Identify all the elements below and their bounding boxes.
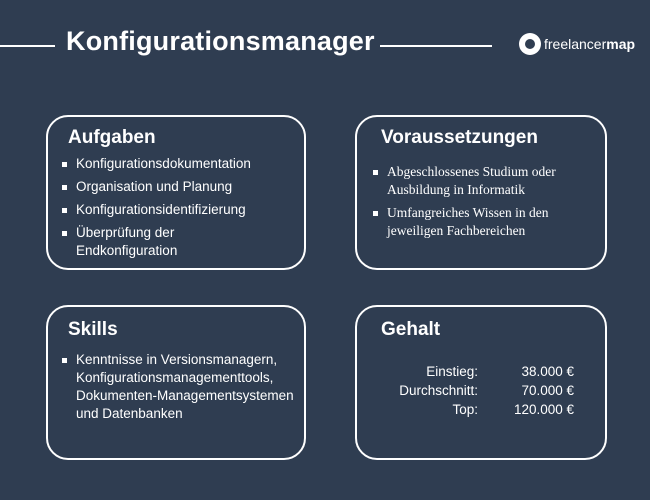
skills-item: Kenntnisse in Versionsmanagern, Konfigurationsmanagementtools, Dokumenten-Managementsystemen und Datenbanken bbox=[62, 351, 300, 423]
salary-label: Durchschnitt: bbox=[399, 383, 478, 398]
logo-text-part1: freelancer bbox=[544, 36, 607, 52]
aufgaben-item: Konfigurationsdokumentation bbox=[62, 155, 298, 173]
aufgaben-item: Überprüfung der Endkonfiguration bbox=[62, 224, 206, 260]
salary-row bbox=[379, 362, 574, 381]
salary-value: 70.000 € bbox=[521, 383, 574, 398]
voraussetzungen-item: Umfangreiches Wissen in den jeweiligen Fachbereichen bbox=[373, 204, 587, 240]
aufgaben-card bbox=[46, 115, 306, 270]
logo-text-part2: map bbox=[606, 36, 636, 52]
skills-title: Skills bbox=[68, 319, 118, 340]
aufgaben-list bbox=[62, 155, 298, 265]
salary-row bbox=[379, 400, 574, 419]
salary-table bbox=[379, 362, 574, 419]
page-title: Konfigurationsmanager bbox=[66, 26, 375, 56]
salary-value: 120.000 € bbox=[513, 402, 574, 417]
aufgaben-item: Organisation und Planung bbox=[62, 178, 298, 196]
voraussetzungen-title: Voraussetzungen bbox=[381, 127, 538, 148]
logo-mark-icon bbox=[519, 33, 541, 55]
voraussetzungen-item: Abgeschlossenes Studium oder Ausbildung in Informatik bbox=[373, 163, 605, 199]
aufgaben-title: Aufgaben bbox=[68, 127, 156, 148]
voraussetzungen-card bbox=[355, 115, 607, 270]
skills-card bbox=[46, 305, 306, 460]
salary-label: Top: bbox=[452, 402, 478, 417]
header-divider-right bbox=[380, 45, 492, 47]
header-divider-left bbox=[0, 45, 55, 47]
aufgaben-item: Konfigurationsidentifizierung bbox=[62, 201, 298, 219]
skills-list bbox=[62, 351, 300, 428]
gehalt-card bbox=[355, 305, 607, 460]
salary-row bbox=[379, 381, 574, 400]
gehalt-title: Gehalt bbox=[381, 319, 441, 340]
voraussetzungen-list bbox=[373, 163, 605, 245]
salary-label: Einstieg: bbox=[426, 364, 478, 379]
salary-value: 38.000 € bbox=[521, 364, 574, 379]
freelancermap-logo bbox=[519, 33, 635, 55]
